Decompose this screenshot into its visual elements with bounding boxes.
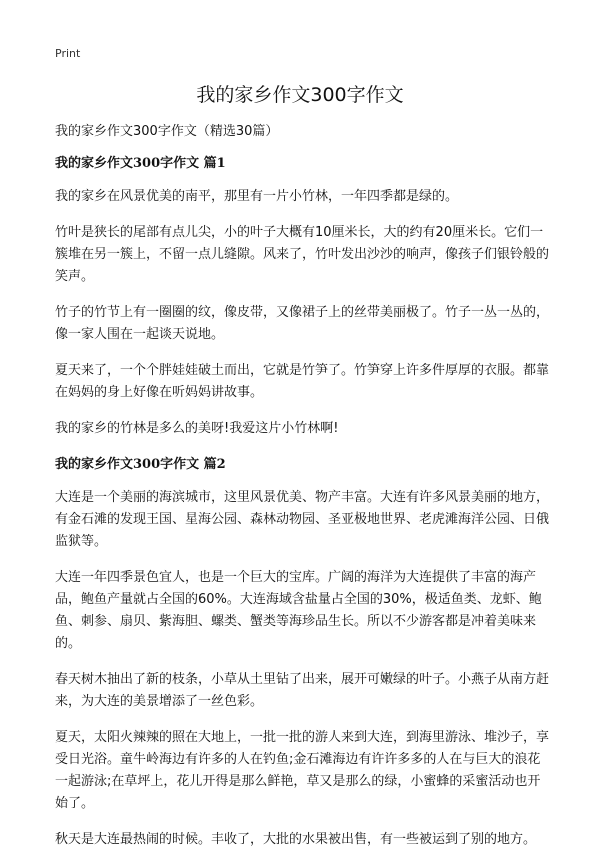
paragraph: 春天树木抽出了新的枝条，小草从土里钻了出来，展开可嫩绿的叶子。小燕子从南方赶来，为大连的美景增添了一丝色彩。 [55,672,550,709]
section-heading-2: 我的家乡作文300字作文 篇2 [55,457,226,472]
paragraph: 大连是一个美丽的海滨城市，这里风景优美、物产丰富。大连有许多风景美丽的地方，有金石滩的发现王国、星海公园、森林动物园、圣亚极地世界、老虎滩海洋公园、日俄监狱等。 [55,490,550,549]
paragraph: 大连一年四季景色宜人，也是一个巨大的宝库。广阔的海洋为大连提供了丰富的海产品，鲍鱼产量就占全国的60%。大连海域含盐量占全国的30%，极适鱼类、龙虾、鲍鱼、刺参、扇贝、紫海胆、螺类、蟹类等海珍品生长。所以不少游客都是冲着美味来的。 [55,570,542,651]
section-heading-1: 我的家乡作文300字作文 篇1 [55,156,226,171]
article-subtitle: 我的家乡作文300字作文（精选30篇） [55,124,279,139]
print-link[interactable]: Print [55,47,81,60]
paragraph: 竹子的竹节上有一圈圈的纹，像皮带，又像裙子上的丝带美丽极了。竹子一丛一丛的，像一家人围在一起谈天说地。 [55,305,550,342]
paragraph: 我的家乡的竹林是多么的美呀!我爱这片小竹林啊! [55,421,339,436]
page-title: 我的家乡作文300字作文 [196,84,404,106]
paragraph: 夏天，太阳火辣辣的照在大地上，一批一批的游人来到大连，到海里游泳、堆沙子，享受日光浴。童牛岭海边有许多的人在钓鱼;金石滩海边有许许多多的人在与巨大的浪花一起游泳;在草坪上，花儿开得是那么鲜艳，草又是那么的绿，小蜜蜂的采蜜活动也开始了。 [55,730,550,811]
paragraph: 我的家乡在风景优美的南平，那里有一片小竹林，一年四季都是绿的。 [55,189,459,204]
paragraph: 秋天是大连最热闹的时候。丰收了，大批的水果被出售，有一些被运到了别的地方。 [55,832,537,847]
paragraph: 竹叶是狭长的尾部有点儿尖，小的叶子大概有10厘米长，大的约有20厘米长。它们一簇堆在另一簇上，不留一点儿缝隙。风来了，竹叶发出沙沙的响声，像孩子们银铃般的笑声。 [55,225,550,284]
article-body [55,121,553,865]
paragraph: 夏天来了，一个个胖娃娃破土而出，它就是竹笋了。竹笋穿上许多件厚厚的衣服。都靠在妈妈的身上好像在听妈妈讲故事。 [55,363,550,400]
